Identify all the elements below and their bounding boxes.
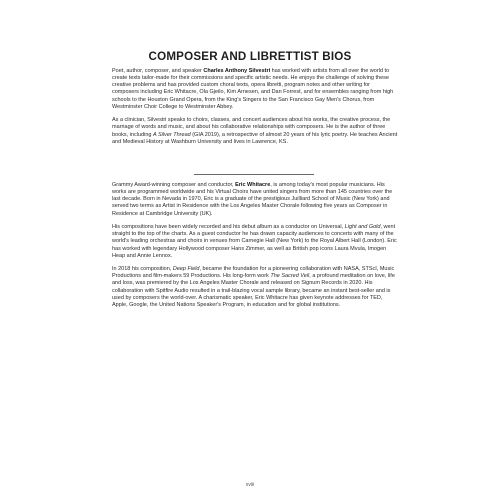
bio-text: , a profound meditation on love, life and loss, was premiered by the Los Angeles Master Chorale and released on Signum Records in 2020. His collaboration with Spitfire Audio resulted in a trail-blazing vocal sample library, became an instant best-seller and is used by composers the world-over. A charismatic speaker, Eric Whitacre has given keynote addresses for TED, Apple, Google, the United Nations Speaker's Program, in education and for global institutions. (112, 273, 395, 308)
album-title: Light and Gold (344, 224, 381, 231)
bio-text: Grammy Award-winning composer and conductor, (112, 182, 236, 188)
bio-text: In 2018 his composition, (112, 266, 173, 273)
bio-text: , is among today's most popular musicians. His works are programmed worldwide and his Virtual Choirs have united singers from more than 145 countries over the last decade. Born in Nevada in 1970, Eric is a graduate of the prestigious Juilliard School of Music (New York) and served two terms as Artist in Residence with the Los Angeles Master Chorale following five years as Composer in Residence at Cambridge University (UK). (112, 182, 393, 217)
page-title: COMPOSER AND LIBRETTIST BIOS (148, 50, 352, 63)
page-number: xviii (245, 482, 255, 488)
work-title: Deep Field (172, 266, 200, 273)
bio-text: , became the foundation for a pioneering collaboration with NASA, STScI, Music Productions and film-makers 59 Productions. His long-form work (112, 266, 395, 280)
whitacre-bio (112, 182, 398, 315)
bio-text: (GIA 2019), a retrospective of almost 20 years of his lyric poetry. He teaches Ancient and Medieval History at Washburn University and lives in Lawrence, KS. (112, 131, 398, 145)
bio-text: His compositions have been widely recorded and his debut album as a conductor on Universal, (112, 224, 345, 231)
person-name: Charles Anthony Silvestri (203, 68, 271, 74)
book-title: A Silver Thread (152, 131, 191, 138)
whitacre-paragraph-2 (112, 224, 398, 260)
person-name: Eric Whitacre (235, 182, 271, 188)
whitacre-paragraph-1 (112, 182, 398, 218)
bio-text: has worked with artists from all over the world to create texts tailor-made for their commissions and specific artistic needs. He enjoys the challenge of solving these creative problems and has provided custom choral texts, opera libretti, program notes and other writing for composers including Eric Whitacre, Ola Gjeilo, Kim Arnesen, and Dan Forrest, and for ensembles ranging from high schools to the Houston Grand Opera, from the King's Singers to the San Francisco Gay Men's Chorus, from Westminster Choir College to Westminster Abbey. (112, 68, 394, 110)
bio-text: As a clinician, Silvestri speaks to choirs, classes, and concert audiences about his works, the creative process, the marriage of words and music, and about his collaborative relationships with composers. He is the author of three books, including (112, 117, 391, 138)
silvestri-bio (112, 68, 398, 152)
section-divider (194, 174, 314, 175)
whitacre-paragraph-3 (112, 266, 398, 309)
silvestri-paragraph-2 (112, 117, 398, 146)
bio-text: , went straight to the top of the charts. As a guest conductor he has drawn capacity audiences to concerts with many of the world's leading orchestras and choirs in venues from Carnegie Hall (New York) to the Royal Albert Hall (London). Eric has worked with legendary Hollywood composer Hans Zimmer, as well as British pop icons Laura Mvula, Imogen Heap and Annie Lennox. (112, 224, 397, 259)
silvestri-paragraph-1 (112, 68, 398, 111)
bio-text: Poet, author, composer, and speaker (112, 68, 204, 74)
work-title: The Sacred Veil (270, 273, 310, 280)
